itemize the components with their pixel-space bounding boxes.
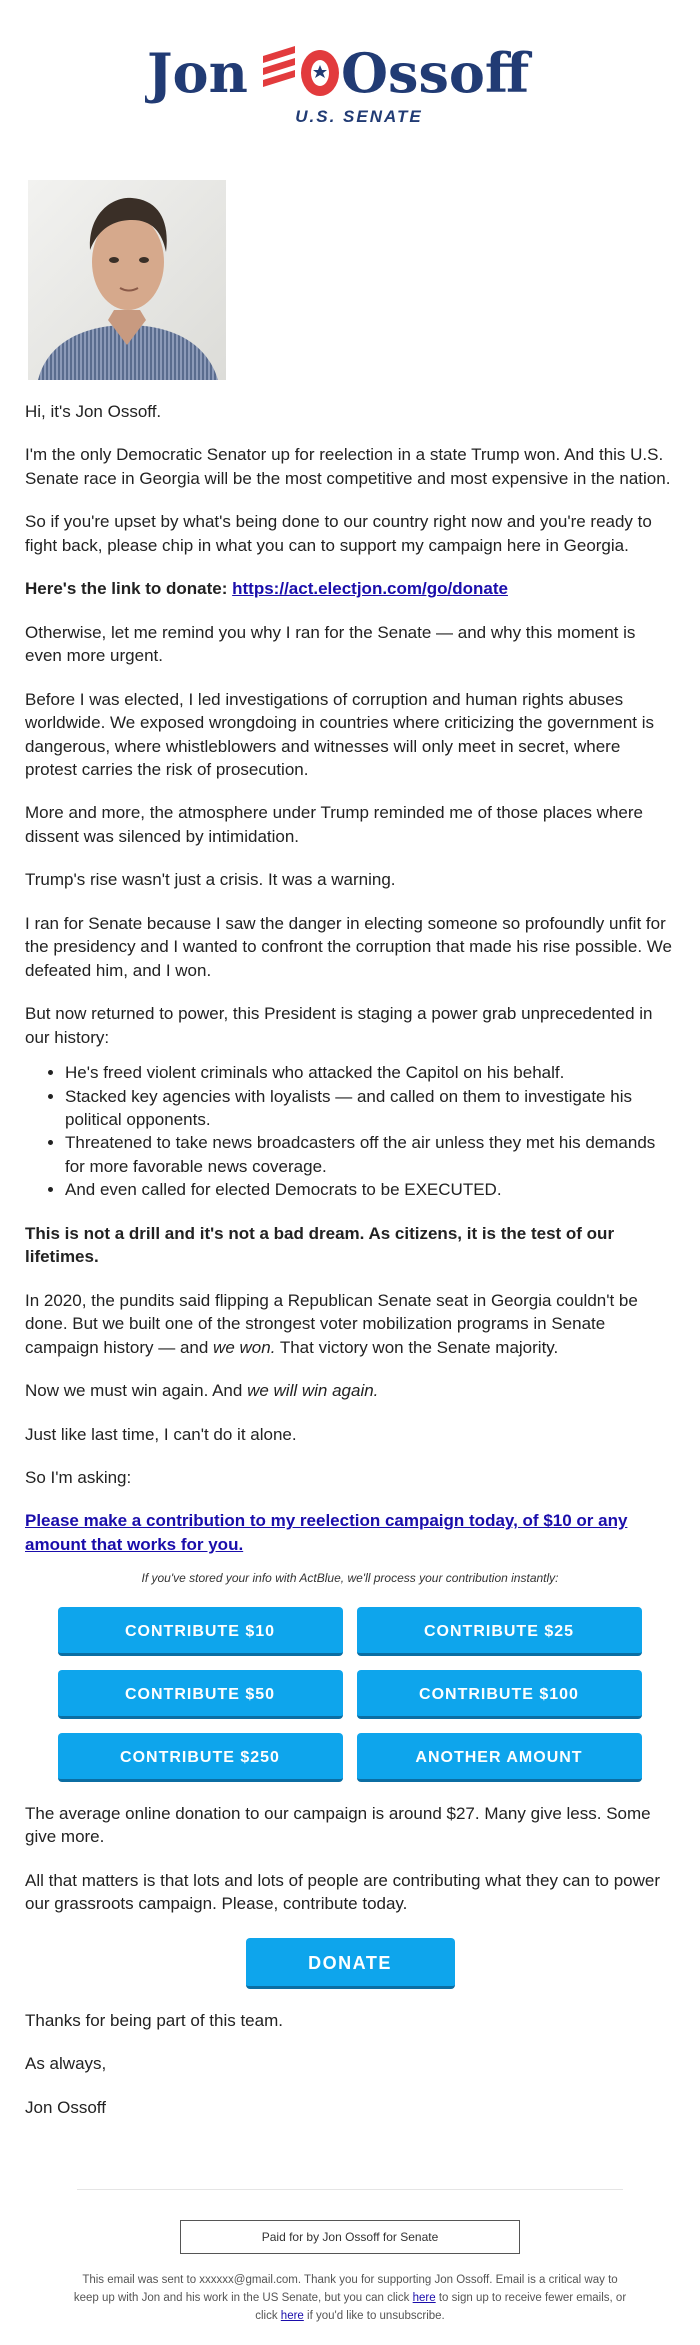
donate-link-line <box>25 577 675 600</box>
portrait-photo <box>28 180 226 380</box>
contribute-100-button[interactable]: CONTRIBUTE $100 <box>357 1670 642 1719</box>
donate-button[interactable]: DONATE <box>246 1938 455 1989</box>
list-item: • Threatened to take news broadcasters off the air unless they met his demands for more favorable news coverage. <box>65 1131 675 1178</box>
contribute-25-button[interactable]: CONTRIBUTE $25 <box>357 1607 642 1656</box>
contribute-250-button[interactable]: CONTRIBUTE $250 <box>58 1733 343 1782</box>
contribute-50-button[interactable]: CONTRIBUTE $50 <box>58 1670 343 1719</box>
paid-for-box: Paid for by Jon Ossoff for Senate <box>180 2220 520 2254</box>
paragraph-thanks: Thanks for being part of this team. <box>25 2010 283 2030</box>
paragraph-win-again <box>25 1379 675 1402</box>
cta-paragraph <box>25 1509 675 1556</box>
text-2020-a: In 2020, the pundits said flipping a Republican Senate seat in Georgia couldn't be done. But we built one of the strongest voter mobilization programs in Senate campaign history — and <box>25 1290 638 1357</box>
paragraph-investigations: Before I was elected, I led investigations of corruption and human rights abuses worldwide. We exposed wrongdoing in countries where criticizing the government is dangerous, where whistleblowers and witnesses will only meet in secret, where protest carries the risk of prosecution. <box>25 689 654 779</box>
paragraph-asking: So I'm asking: <box>25 1467 132 1487</box>
power-grab-list <box>25 1061 675 1202</box>
jon-ossoff-logo <box>145 36 555 132</box>
paragraph-not-alone: Just like last time, I can't do it alone. <box>25 1424 297 1444</box>
donate-link[interactable]: https://act.electjon.com/go/donate <box>232 579 508 599</box>
signature: Jon Ossoff <box>25 2097 106 2117</box>
text-we-won: we won. <box>213 1337 276 1357</box>
logo <box>25 0 675 138</box>
paragraph-reminder: Otherwise, let me remind you why I ran for the Senate — and why this moment is even more urgent. <box>25 622 636 666</box>
paragraph-intro: I'm the only Democratic Senator up for reelection in a state Trump won. And this U.S. Senate race in Georgia will be the most competitive and most expensive in the nation. <box>25 445 671 488</box>
actblue-note: If you've stored your info with ActBlue, we'll process your contribution instantly: <box>141 1571 559 1586</box>
greeting: Hi, it's Jon Ossoff. <box>25 402 162 421</box>
paragraph-as-always: As always, <box>25 2054 107 2074</box>
footer-text-c: if you'd like to unsubscribe. <box>303 2309 445 2322</box>
fewer-emails-link[interactable]: here <box>412 2291 436 2304</box>
contribution-buttons <box>58 1607 643 1782</box>
list-item: • And even called for elected Democrats to be EXECUTED. <box>65 1178 675 1201</box>
footer-text-a: This email was sent to xxxxxx@gmail.com. Thank you for supporting Jon Ossoff. Email is a critical way to keep up with Jon and his work in the US Senate, but you can click <box>73 2274 618 2304</box>
paragraph-ran-for-senate: I ran for Senate because I saw the danger in electing someone so profoundly unfit for the presidency and I wanted to confront the corruption that made his rise possible. We defeated him, and I won. <box>25 913 672 980</box>
donate-link-label: Here's the link to donate: <box>25 579 228 599</box>
paragraph-power-grab: But now returned to power, this President is staging a power grab unprecedented in our history: <box>25 1004 653 1047</box>
paragraph-atmosphere: More and more, the atmosphere under Trump reminded me of those places where dissent was silenced by intimidation. <box>25 803 643 846</box>
text-win-again-a: Now we must win again. And <box>25 1381 248 1401</box>
list-item: • Stacked key agencies with loyalists — and called on them to investigate his political opponents. <box>65 1085 675 1132</box>
text-2020-b: That victory won the Senate majority. <box>275 1337 559 1357</box>
paragraph-chip-in: So if you're upset by what's being done to our country right now and you're ready to fight back, please chip in what you can to support my campaign here in Georgia. <box>25 512 652 555</box>
contribution-link[interactable]: Please make a contribution to my reelection campaign today, of $10 or any amount that works for you. <box>25 1511 628 1554</box>
logo-o-star-icon <box>301 50 339 96</box>
logo-subtitle: U.S. SENATE <box>295 107 423 126</box>
portrait-photo-icon <box>28 180 226 380</box>
another-amount-button[interactable]: ANOTHER AMOUNT <box>357 1733 642 1782</box>
unsubscribe-link[interactable]: here <box>280 2309 304 2322</box>
logo-first-name: Jon <box>147 41 248 105</box>
footer-divider <box>77 2189 623 2190</box>
logo-last-name: Ossoff <box>341 41 530 105</box>
paragraph-warning: Trump's rise wasn't just a crisis. It was a warning. <box>25 870 396 890</box>
list-item: • He's freed violent criminals who attacked the Capitol on his behalf. <box>65 1061 675 1084</box>
text-win-again-em: we will win again. <box>247 1381 379 1401</box>
contribute-10-button[interactable]: CONTRIBUTE $10 <box>58 1607 343 1656</box>
paragraph-not-a-drill: This is not a drill and it's not a bad dream. As citizens, it is the test of our lifetimes. <box>25 1223 615 1267</box>
footer-text <box>70 2272 630 2325</box>
footer-text-b: to sign up to receive fewer emails, or click <box>255 2291 627 2322</box>
paragraph-grassroots: All that matters is that lots and lots of people are contributing what they can to power our grassroots campaign. Please, contribute today. <box>25 1870 661 1914</box>
donate-button-wrap <box>25 1938 675 1989</box>
paragraph-2020 <box>25 1289 675 1359</box>
paragraph-average-donation: The average online donation to our campaign is around $27. Many give less. Some give more. <box>25 1803 651 1847</box>
flag-stripes-icon <box>263 46 295 87</box>
